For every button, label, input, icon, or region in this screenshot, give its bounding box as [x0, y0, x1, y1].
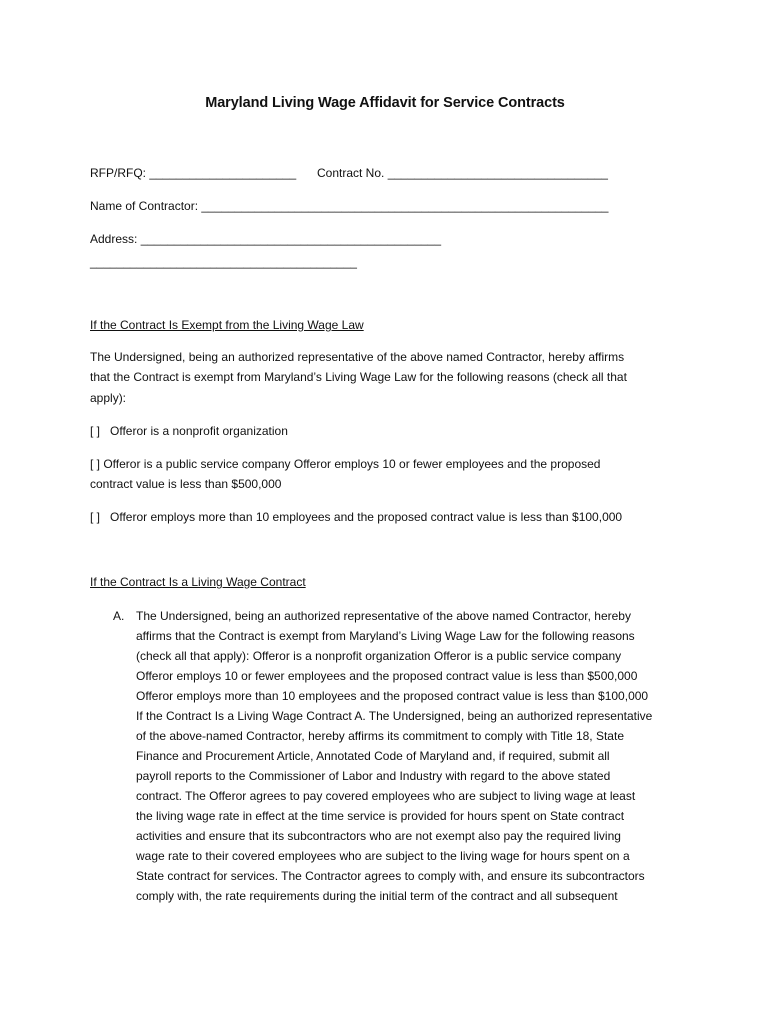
exempt-option-nonprofit[interactable]: [ ] Offeror is a nonprofit organization — [90, 424, 288, 438]
exempt-intro-line: that the Contract is exempt from Maryland’s Living Wage Law for the following reasons (check all that — [90, 370, 627, 385]
item-a-line: activities and ensure that its subcontractors who are not exempt also pay the required living — [136, 829, 621, 843]
rfp-rfq-field[interactable]: RFP/RFQ: ______________________ — [90, 166, 297, 180]
contractor-name-field[interactable]: Name of Contractor: _____________________________________________________________ — [90, 199, 609, 213]
item-marker: A. — [113, 609, 125, 623]
exempt-option-more-than-10[interactable]: [ ] Offeror employs more than 10 employees and the proposed contract value is less than $100,000 — [90, 510, 623, 524]
item-a-line: comply with, the rate requirements during the initial term of the contract and all subsequent — [136, 889, 618, 903]
item-a-line: of the above-named Contractor, hereby affirms its commitment to comply with Title 18, State — [136, 729, 624, 743]
exempt-option-line: contract value is less than $500,000 — [90, 477, 282, 492]
item-a-line: payroll reports to the Commissioner of Labor and Industry with regard to the above stated — [136, 769, 611, 783]
address-field-line1[interactable]: Address: _____________________________________________ — [90, 232, 442, 246]
document-title: Maryland Living Wage Affidavit for Service Contracts — [205, 95, 565, 111]
item-a-line: Offeror employs 10 or fewer employees and the proposed contract value is less than $500,000 — [136, 669, 638, 683]
address-field-line2[interactable]: ________________________________________ — [90, 255, 357, 269]
contract-number-field[interactable]: Contract No. _________________________________ — [317, 166, 608, 180]
item-a-line: State contract for services. The Contractor agrees to comply with, and ensure its subcontractors — [136, 869, 645, 883]
exempt-section-heading: If the Contract Is Exempt from the Living Wage Law — [90, 318, 364, 332]
item-a-line: If the Contract Is a Living Wage Contract A. The Undersigned, being an authorized representative — [136, 709, 653, 723]
item-a-line: contract. The Offeror agrees to pay covered employees who are subject to living wage at least — [136, 789, 636, 803]
item-a-line: The Undersigned, being an authorized representative of the above named Contractor, hereby — [136, 609, 631, 623]
item-a-line: wage rate to their covered employees who are subject to the living wage for hours spent on a — [136, 849, 630, 863]
living-wage-section-heading: If the Contract Is a Living Wage Contract — [90, 575, 306, 589]
item-a-line: Finance and Procurement Article, Annotated Code of Maryland and, if required, submit all — [136, 749, 610, 763]
exempt-option-public-service[interactable] — [90, 454, 680, 495]
exempt-option-line: [ ] Offeror is a public service company Offeror employs 10 or fewer employees and the proposed — [90, 457, 601, 471]
item-a-line: affirms that the Contract is exempt from Maryland’s Living Wage Law for the following reasons — [136, 629, 635, 643]
exempt-intro-line: The Undersigned, being an authorized representative of the above named Contractor, hereby affirms — [90, 350, 625, 364]
item-a-line: the living wage rate in effect at the time service is provided for hours spent on State contract — [136, 809, 625, 823]
item-a-line: Offeror employs more than 10 employees and the proposed contract value is less than $100,000 — [136, 689, 649, 703]
exempt-intro-line: apply): — [90, 390, 127, 405]
item-a-body — [136, 606, 696, 906]
exempt-intro-paragraph — [90, 347, 680, 408]
item-a-line: (check all that apply): Offeror is a nonprofit organization Offeror is a public service company — [136, 649, 622, 663]
